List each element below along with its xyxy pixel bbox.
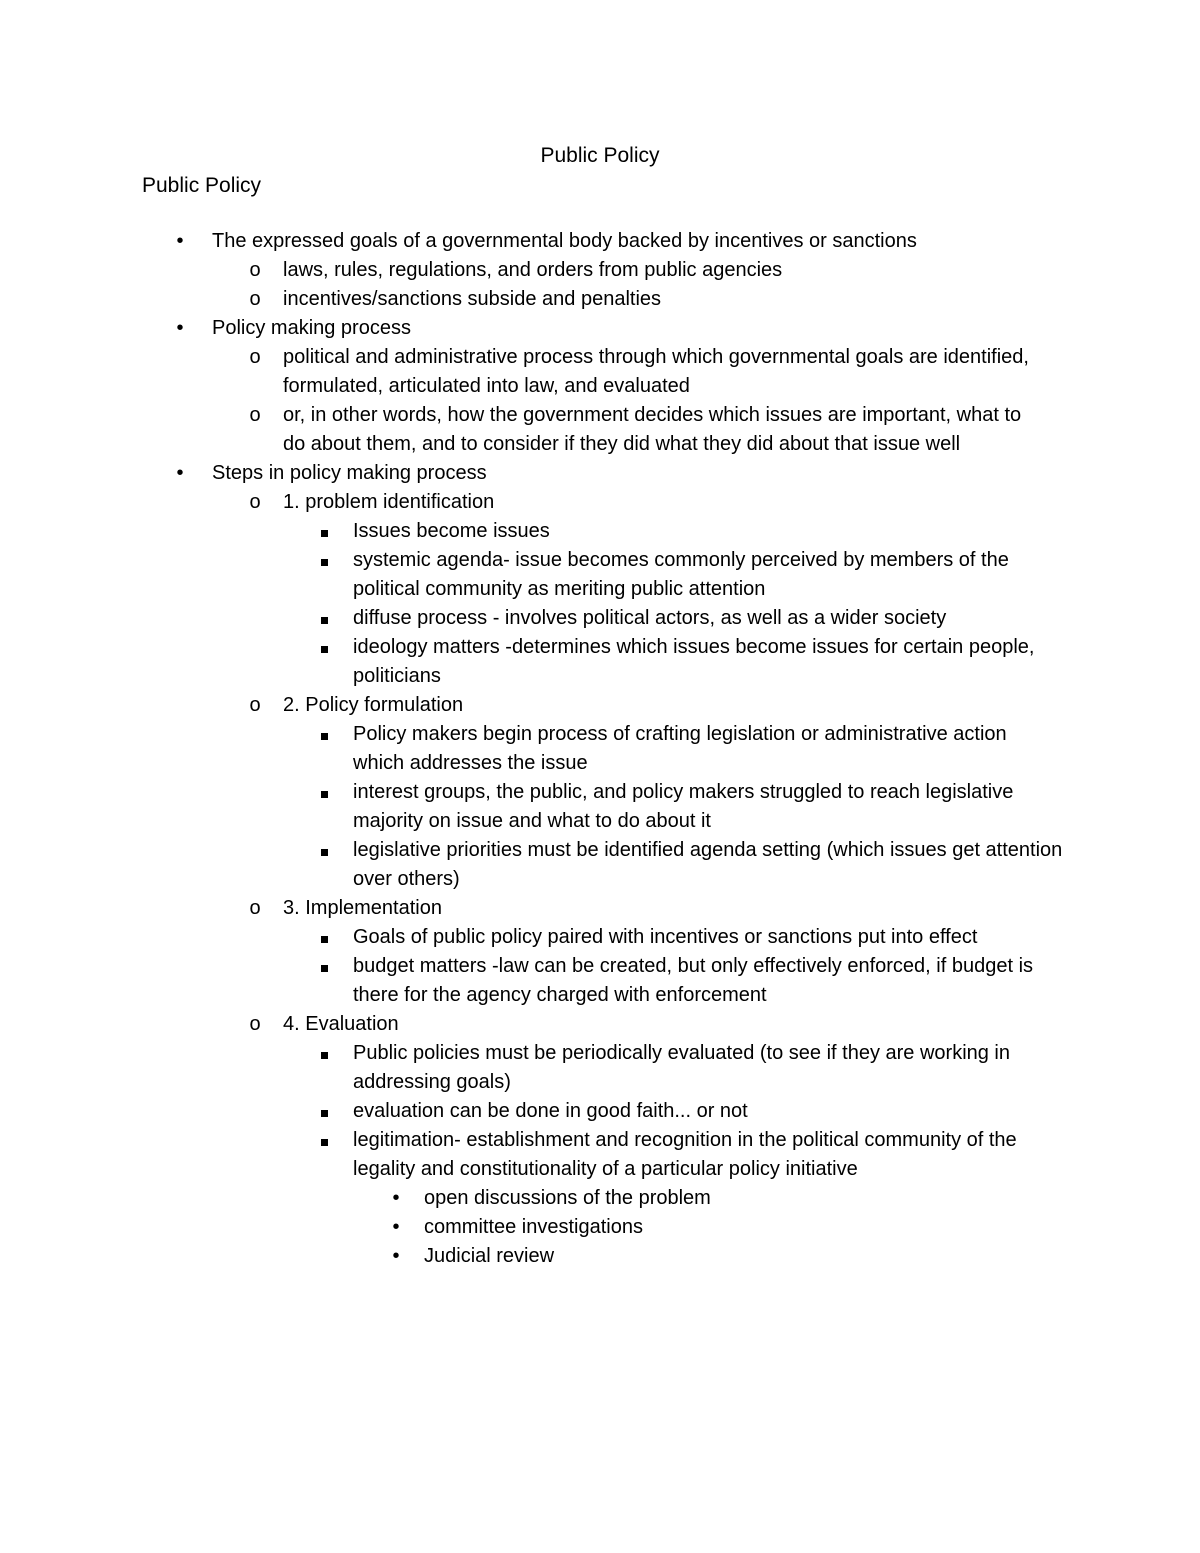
outline-list xyxy=(0,227,1200,1271)
bullet-dot-icon: • xyxy=(392,1187,400,1209)
bullet-square-icon xyxy=(312,952,336,981)
list-item-level-2 xyxy=(0,343,1200,401)
bullet-square-icon xyxy=(312,720,336,749)
list-item-text: Steps in policy making process xyxy=(212,462,487,484)
list-item-level-3 xyxy=(0,836,1200,894)
list-item-level-3 xyxy=(0,1039,1200,1097)
bullet-dot-icon: • xyxy=(392,1216,400,1238)
bullet-square-icon xyxy=(312,1097,336,1126)
list-item-level-3 xyxy=(0,1126,1200,1184)
bullet-dot-icon: • xyxy=(176,317,184,339)
list-item-level-3 xyxy=(0,517,1200,546)
bullet-square-icon xyxy=(312,1126,336,1155)
list-item-level-2 xyxy=(0,894,1200,923)
list-item-text: laws, rules, regulations, and orders from public agencies xyxy=(283,259,783,281)
list-item-level-4 xyxy=(0,1213,1200,1242)
list-item-text: diffuse process - involves political actors, as well as a wider society xyxy=(353,607,947,629)
list-item-text: 1. problem identification xyxy=(283,491,495,513)
list-item-text: open discussions of the problem xyxy=(424,1187,711,1209)
list-item-level-2 xyxy=(0,488,1200,517)
list-item-text: Judicial review xyxy=(424,1245,555,1267)
list-item-level-3 xyxy=(0,720,1200,778)
square-shape xyxy=(321,617,328,624)
list-item-level-3 xyxy=(0,952,1200,1010)
square-shape xyxy=(321,936,328,943)
bullet-square-icon xyxy=(312,517,336,546)
list-item-text: incentives/sanctions subside and penalties xyxy=(283,288,662,310)
list-item-level-2 xyxy=(0,691,1200,720)
list-item-text: 4. Evaluation xyxy=(283,1013,399,1035)
list-item-text: The expressed goals of a governmental body backed by incentives or sanctions xyxy=(212,230,917,252)
square-shape xyxy=(321,646,328,653)
list-item-text: Goals of public policy paired with incentives or sanctions put into effect xyxy=(353,926,978,948)
list-item-text: Policy making process xyxy=(212,317,411,339)
list-item-level-3 xyxy=(0,546,1200,604)
list-item-text: systemic agenda- issue becomes commonly perceived by members of the political community as meriting public attention xyxy=(353,549,1009,600)
bullet-square-icon xyxy=(312,546,336,575)
bullet-dot-icon: • xyxy=(392,1245,400,1267)
document-title: Public Policy xyxy=(540,144,660,167)
bullet-dot-icon: • xyxy=(176,230,184,252)
list-item-text: 2. Policy formulation xyxy=(283,694,464,716)
list-item-level-4 xyxy=(0,1242,1200,1271)
list-item-level-3 xyxy=(0,778,1200,836)
bullet-square-icon xyxy=(312,1039,336,1068)
list-item-level-1 xyxy=(0,459,1200,488)
bullet-square-icon xyxy=(312,923,336,952)
list-item-level-4 xyxy=(0,1184,1200,1213)
bullet-circle-icon: o xyxy=(249,897,261,919)
bullet-circle-icon: o xyxy=(249,288,261,310)
list-item-text: ideology matters -determines which issues become issues for certain people, politicians xyxy=(353,636,1035,687)
bullet-circle-icon: o xyxy=(249,346,261,368)
list-item-level-1 xyxy=(0,314,1200,343)
square-shape xyxy=(321,733,328,740)
bullet-circle-icon: o xyxy=(249,694,261,716)
list-item-level-3 xyxy=(0,923,1200,952)
list-item-level-3 xyxy=(0,633,1200,691)
square-shape xyxy=(321,1052,328,1059)
bullet-circle-icon: o xyxy=(249,404,261,426)
square-shape xyxy=(321,1110,328,1117)
bullet-circle-icon: o xyxy=(249,1013,261,1035)
bullet-square-icon xyxy=(312,836,336,865)
list-item-text: Public policies must be periodically evaluated (to see if they are working in addressing goals) xyxy=(353,1042,1011,1093)
square-shape xyxy=(321,530,328,537)
list-item-level-2 xyxy=(0,1010,1200,1039)
bullet-square-icon xyxy=(312,633,336,662)
list-item-level-1 xyxy=(0,227,1200,256)
list-item-level-3 xyxy=(0,1097,1200,1126)
square-shape xyxy=(321,965,328,972)
list-item-text: Issues become issues xyxy=(353,520,550,542)
list-item-level-3 xyxy=(0,604,1200,633)
bullet-circle-icon: o xyxy=(249,491,261,513)
list-item-level-2 xyxy=(0,256,1200,285)
list-item-level-2 xyxy=(0,285,1200,314)
list-item-text: interest groups, the public, and policy makers struggled to reach legislative majority on issue and what to do about it xyxy=(353,781,1014,832)
list-item-text: budget matters -law can be created, but only effectively enforced, if budget is there for the agency charged with enforcement xyxy=(353,955,1034,1006)
list-item-text: legitimation- establishment and recognition in the political community of the legality and constitutionality of a particular policy initiative xyxy=(353,1129,1017,1180)
list-item-text: 3. Implementation xyxy=(283,897,442,919)
list-item-text: Policy makers begin process of crafting legislation or administrative action which addresses the issue xyxy=(353,723,1007,774)
square-shape xyxy=(321,791,328,798)
bullet-square-icon xyxy=(312,778,336,807)
list-item-text: evaluation can be done in good faith... or not xyxy=(353,1100,748,1122)
bullet-circle-icon: o xyxy=(249,259,261,281)
section-heading: Public Policy xyxy=(142,174,262,197)
bullet-dot-icon: • xyxy=(176,462,184,484)
square-shape xyxy=(321,1139,328,1146)
list-item-text: legislative priorities must be identified agenda setting (which issues get attention over others) xyxy=(353,839,1063,890)
bullet-square-icon xyxy=(312,604,336,633)
square-shape xyxy=(321,559,328,566)
list-item-text: or, in other words, how the government decides which issues are important, what to do about them, and to consider if they did what they did about that issue well xyxy=(283,404,1022,455)
square-shape xyxy=(321,849,328,856)
list-item-text: political and administrative process through which governmental goals are identified, formulated, articulated into law, and evaluated xyxy=(283,346,1029,397)
list-item-text: committee investigations xyxy=(424,1216,643,1238)
list-item-level-2 xyxy=(0,401,1200,459)
